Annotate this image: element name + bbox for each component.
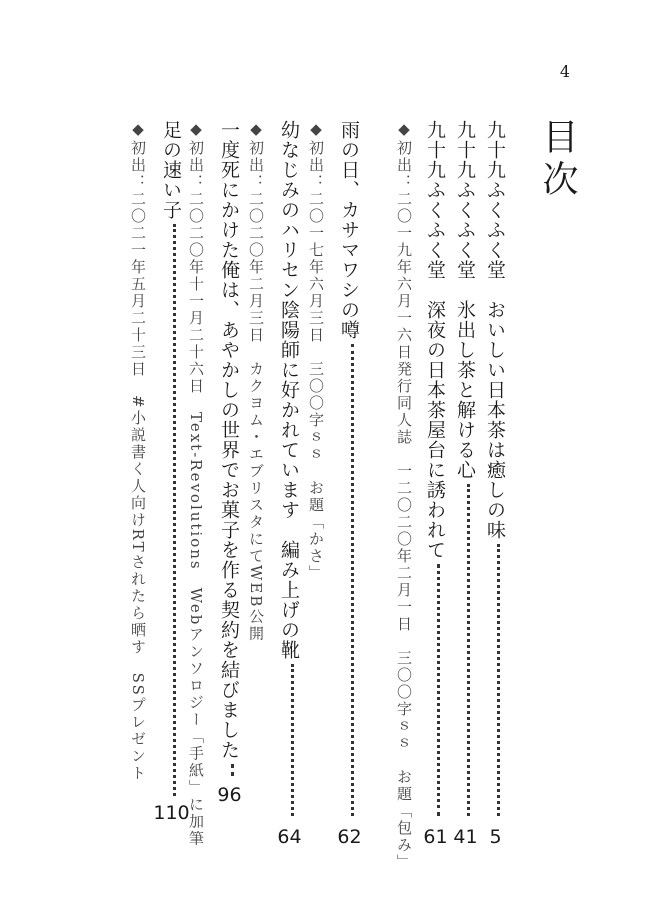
toc-entry-page: 61 bbox=[423, 826, 448, 848]
publication-note bbox=[246, 120, 267, 820]
toc-entry-page: 96 bbox=[217, 784, 242, 806]
toc-entry-page: 41 bbox=[453, 826, 478, 848]
publication-note-text: ◆初出：二〇一七年六月三日 三〇〇字ｓｓ お題「かさ」 bbox=[307, 120, 325, 582]
toc-entry-page: 64 bbox=[277, 826, 302, 848]
toc-entry bbox=[153, 120, 190, 824]
toc-entry-page: 62 bbox=[337, 826, 362, 848]
toc-entry-title: 幼なじみのハリセン陰陽師に好かれています 編み上げの靴 bbox=[278, 120, 300, 660]
toc-entry-title: 九十九ふくふく堂 深夜の日本茶屋台に誘われて bbox=[424, 120, 446, 560]
dot-leader bbox=[482, 544, 500, 816]
publication-note-text: ◆初出：二〇二〇年十一月二十六日 Text-Revolutions Webアンソロジー「手紙」に加筆 bbox=[187, 120, 205, 848]
publication-note-text: ◆初出：二〇二一年五月二十三日 #小説書く人向けRTされたら晒す SSプレゼント bbox=[129, 120, 147, 782]
toc-entry bbox=[216, 120, 243, 806]
toc-entry-title: 九十九ふくふく堂 おいしい日本茶は癒しの味 bbox=[484, 120, 506, 540]
publication-note bbox=[186, 120, 207, 848]
toc-entry-title: 雨の日、カサマワシの噂 bbox=[338, 120, 360, 340]
toc-entry-page: 5 bbox=[489, 826, 502, 848]
dot-leader bbox=[452, 484, 470, 816]
toc-entry bbox=[276, 120, 303, 848]
dot-leader bbox=[276, 664, 294, 816]
publication-note-text: ◆初出：二〇二〇年二月三日 カクヨム・エブリスタにてWEB公開 bbox=[247, 120, 265, 643]
toc-entry-title: 一度死にかけた俺は、あやかしの世界でお菓子を作る契約を結びました bbox=[218, 120, 240, 760]
dot-leader bbox=[216, 764, 234, 776]
toc-entry-page: 110 bbox=[153, 802, 190, 824]
toc-entry-title: 足の速い子 bbox=[160, 120, 182, 220]
dot-leader bbox=[422, 564, 440, 816]
publication-note bbox=[128, 120, 149, 820]
toc-entry bbox=[422, 120, 449, 848]
page-title: 目次 bbox=[537, 118, 578, 202]
dot-leader bbox=[158, 224, 176, 796]
publication-note-text: ◆初出：二〇一九年六月一六日発行同人誌 一二〇二〇年二月一日 三〇〇字ｓｓ お題「包み」 bbox=[395, 120, 413, 871]
publication-note bbox=[306, 120, 327, 820]
toc-entry bbox=[482, 120, 509, 848]
publication-note bbox=[394, 120, 415, 871]
toc-entry-title: 九十九ふくふく堂 氷出し茶と解ける心 bbox=[454, 120, 476, 480]
toc-entry bbox=[452, 120, 479, 848]
dot-leader bbox=[336, 344, 354, 816]
toc-entry bbox=[336, 120, 363, 848]
page-number: 4 bbox=[559, 62, 570, 81]
